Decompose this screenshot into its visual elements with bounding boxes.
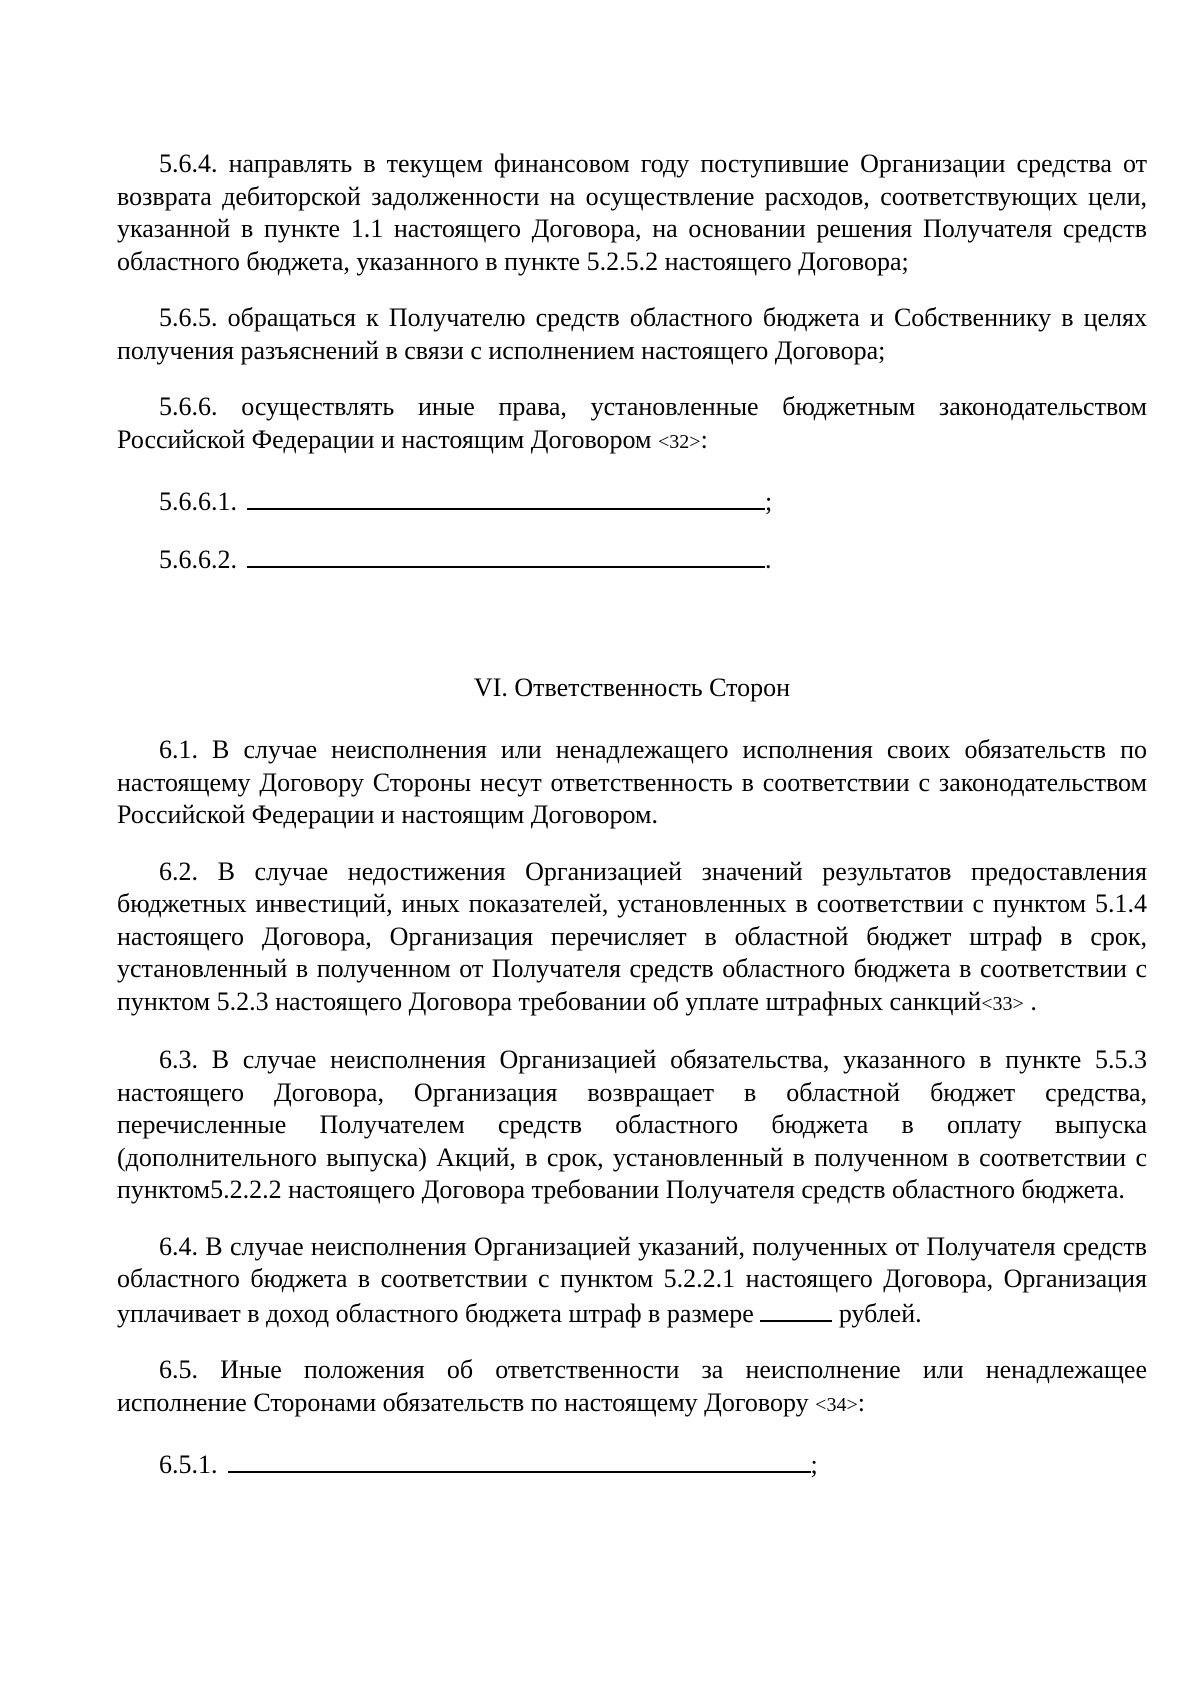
paragraph-6-2 bbox=[117, 856, 1147, 1021]
item-6-5-1-number: 6.5.1. bbox=[159, 1450, 218, 1479]
paragraph-5-6-6-text: 5.6.6. осуществлять иные права, установленные бюджетным законодательством Российской Федерации и настоящим Договором bbox=[117, 392, 1147, 454]
item-6-5-1-end: ; bbox=[810, 1450, 818, 1479]
item-5-6-6-1-end: ; bbox=[765, 487, 773, 516]
paragraph-5-6-6-tail: : bbox=[700, 424, 708, 454]
paragraph-6-4-text: 6.4. В случае неисполнения Организацией указаний, полученных от Получателя средств областного бюджета в соответствии с пунктом 5.2.2.1 настоящего Договора, Организация уплачивает в доход областного бюджета штраф в размере bbox=[117, 1231, 1147, 1328]
document-page bbox=[117, 148, 1147, 1503]
paragraph-6-2-tail: . bbox=[1023, 986, 1037, 1016]
paragraph-5-6-5: 5.6.5. обращаться к Получателю средств областного бюджета и Собственнику в целях получения разъяснений в связи с исполнением настоящего Договора; bbox=[117, 303, 1147, 365]
section-title: VI. Ответственность Сторон bbox=[473, 673, 791, 702]
paragraph-6-5-text: 6.5. Иные положения об ответственности за неисполнение или ненадлежащее исполнение Сторонами обязательств по настоящему Договору bbox=[117, 1355, 1147, 1417]
paragraph-6-1: 6.1. В случае неисполнения или ненадлежащего исполнения своих обязательств по настоящему Договору Стороны несут ответственность в соответствии с законодательством Российской Федерации и настоящим Договором. bbox=[117, 735, 1147, 829]
item-5-6-6-1 bbox=[159, 482, 1147, 518]
fill-in-blank bbox=[247, 540, 765, 568]
paragraph-5-6-6 bbox=[117, 391, 1147, 458]
footnote-ref-33: <33> bbox=[981, 992, 1024, 1015]
paragraph-6-2-text: 6.2. В случае недостижения Организацией значений результатов предоставления бюджетных инвестиций, иных показателей, установленных в соответствии с пунктом 5.1.4 настоящего Договора, Организация перечисляет в областной бюджет штраф в срок, установленный в полученном от Получателя средств областного бюджета в соответствии с пунктом 5.2.3 настоящего Договора требовании об уплате штрафных санкций bbox=[117, 856, 1147, 1016]
item-5-6-6-2-number: 5.6.6.2. bbox=[159, 545, 237, 574]
paragraph-6-5-tail: : bbox=[857, 1387, 865, 1417]
item-5-6-6-2 bbox=[159, 540, 1147, 576]
fill-in-blank bbox=[247, 482, 765, 510]
paragraph-6-3: 6.3. В случае неисполнения Организацией обязательства, указанного в пункте 5.5.3 настоящего Договора, Организация возвращает в областной бюджет средства, перечисленные Получателем средств областного бюджета в оплату выпуска (дополнительного выпуска) Акций, в срок, установленный в полученном в соответствии с пунктом5.2.2.2 настоящего Договора требовании Получателя средств областного бюджета. bbox=[117, 1045, 1147, 1204]
footnote-ref-34: <34> bbox=[815, 1393, 858, 1416]
item-5-6-6-2-end: . bbox=[765, 545, 772, 574]
paragraph-5-6-4: 5.6.4. направлять в текущем финансовом году поступившие Организации средства от возврата дебиторской задолженности на осуществление расходов, соответствующих цели, указанной в пункте 1.1 настоящего Договора, на основании решения Получателя средств областного бюджета, указанного в пункте 5.2.5.2 настоящего Договора; bbox=[117, 149, 1147, 276]
fine-amount-blank bbox=[760, 1296, 832, 1322]
footnote-ref-32: <32> bbox=[658, 430, 701, 453]
paragraph-6-5 bbox=[117, 1354, 1147, 1421]
paragraph-6-4-tail: рублей. bbox=[832, 1298, 922, 1328]
item-6-5-1 bbox=[159, 1445, 1147, 1481]
item-5-6-6-1-number: 5.6.6.1. bbox=[159, 487, 237, 516]
fill-in-blank bbox=[228, 1445, 811, 1473]
paragraph-6-4 bbox=[117, 1231, 1147, 1331]
